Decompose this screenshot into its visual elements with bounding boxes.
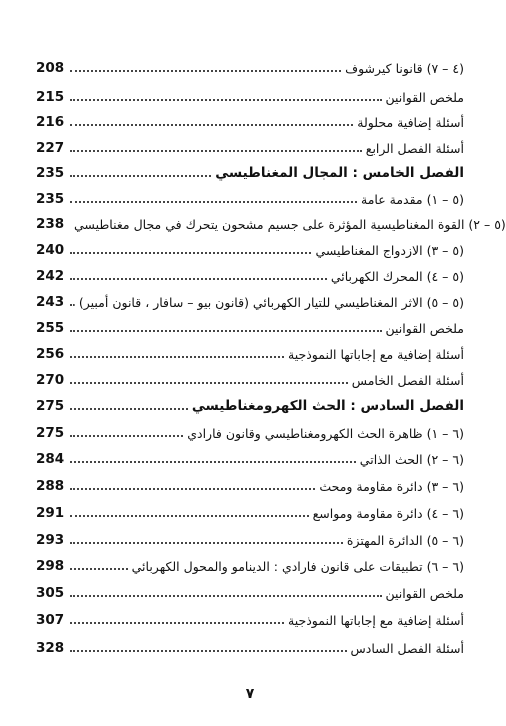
page-number: 307 (36, 612, 65, 628)
toc-entry (36, 56, 464, 80)
dot-leader (70, 278, 327, 280)
toc-entry (36, 136, 464, 160)
dot-leader (70, 356, 284, 358)
page-number: 284 (36, 451, 65, 467)
page-number: 275 (36, 425, 65, 441)
dot-leader (70, 175, 211, 177)
page-number: 216 (36, 114, 65, 130)
dot-leader (70, 252, 311, 254)
page-number: 208 (36, 60, 65, 76)
entry-title: (٥ – ١) مقدمة عامة (361, 191, 464, 207)
toc-entry (36, 316, 464, 340)
dot-leader (70, 568, 128, 570)
toc-entry (36, 581, 464, 605)
dot-leader (70, 488, 315, 490)
entry-title: أسئلة الفصل السادس (350, 640, 464, 656)
chapter-title: الفصل الخامس : المجال المغناطيسي (215, 165, 464, 181)
page-number: 291 (36, 505, 65, 521)
page-number: 293 (36, 532, 65, 548)
toc-entry (36, 636, 464, 660)
dot-leader (70, 201, 357, 203)
page-footer-number: ٧ (245, 686, 255, 702)
page-number: 305 (36, 585, 65, 601)
toc-entry (36, 264, 464, 288)
entry-title: أسئلة الفصل الخامس (351, 372, 464, 388)
page-number: 235 (36, 165, 65, 181)
dot-leader (70, 70, 341, 72)
toc-entry (36, 368, 464, 392)
toc-entry (36, 421, 464, 445)
dot-leader (70, 330, 382, 332)
dot-leader (70, 595, 382, 597)
dot-leader (70, 150, 362, 152)
dot-leader (70, 124, 353, 126)
entry-title: (٥ – ٥) الاثر المغناطيسي للتيار الكهربائي (قانون بيو – سافار ، قانون أمبير) (78, 294, 464, 310)
entry-title: (٦ – ٥) الدائرة المهتزة (346, 532, 464, 548)
toc-entry (36, 474, 464, 498)
page-number: 275 (36, 398, 65, 414)
page-number: 270 (36, 372, 65, 388)
page-number: 238 (36, 216, 65, 232)
entry-title: (٦ – ٣) دائرة مقاومة ومحث (319, 478, 464, 494)
entry-title: (٦ – ٦) تطبيقات على قانون فارادي : الدينامو والمحول الكهربائي (131, 558, 464, 574)
entry-title: ملخص القوانين (385, 585, 464, 601)
page-number: 240 (36, 242, 65, 258)
entry-title: أسئلة إضافية محلولة (357, 114, 464, 130)
toc-entry (36, 187, 464, 211)
page-number: 255 (36, 320, 65, 336)
entry-title: أسئلة الفصل الرابع (365, 140, 464, 156)
entry-title: (٤ – ٧) قانونا كيرشوف (345, 60, 464, 76)
page-number: 227 (36, 140, 65, 156)
entry-title: أسئلة إضافية مع إجاباتها النموذجية (288, 612, 464, 628)
toc-entry (36, 85, 464, 109)
toc-chapter-heading (36, 394, 464, 418)
entry-title: (٦ – ٤) دائرة مقاومة ومواسع (312, 505, 464, 521)
dot-leader (70, 408, 188, 410)
dot-leader (70, 622, 284, 624)
toc-entry (36, 608, 464, 632)
dot-leader (70, 99, 382, 101)
entry-title: (٥ – ٤) المحرك الكهربائي (330, 268, 464, 284)
dot-leader (70, 382, 348, 384)
entry-title: (٦ – ٢) الحث الذاتي (359, 451, 464, 467)
toc-entry (36, 212, 506, 236)
chapter-title: الفصل السادس : الحث الكهرومغناطيسي (191, 398, 464, 414)
toc-entry (36, 447, 464, 471)
toc-entry (36, 554, 464, 578)
page-number: 328 (36, 640, 65, 656)
toc-chapter-heading (36, 161, 464, 185)
toc-entry (36, 110, 464, 134)
entry-title: (٥ – ٢) القوة المغناطيسية المؤثرة على جسيم مشحون يتحرك في مجال مغناطيسي (74, 216, 506, 232)
page-number: 243 (36, 294, 65, 310)
page-number: 235 (36, 191, 65, 207)
dot-leader (70, 515, 309, 517)
page-number: 215 (36, 89, 65, 105)
dot-leader (70, 650, 347, 652)
entry-title: أسئلة إضافية مع إجاباتها النموذجية (288, 346, 464, 362)
dot-leader (70, 461, 356, 463)
toc-entry (36, 290, 464, 314)
entry-title: ملخص القوانين (385, 320, 464, 336)
dot-leader (70, 304, 75, 306)
dot-leader (70, 542, 343, 544)
entry-title: ملخص القوانين (385, 89, 464, 105)
toc-entry (36, 342, 464, 366)
page-number: 242 (36, 268, 65, 284)
dot-leader (70, 435, 183, 437)
entry-title: (٦ – ١) ظاهرة الحث الكهرومغناطيسي وقانون فارادي (187, 425, 464, 441)
page-number: 288 (36, 478, 65, 494)
toc-entry (36, 501, 464, 525)
page-number: 256 (36, 346, 65, 362)
toc-entry (36, 238, 464, 262)
page-number: 298 (36, 558, 65, 574)
toc-entry (36, 528, 464, 552)
entry-title: (٥ – ٣) الازدواج المغناطيسي (315, 242, 464, 258)
